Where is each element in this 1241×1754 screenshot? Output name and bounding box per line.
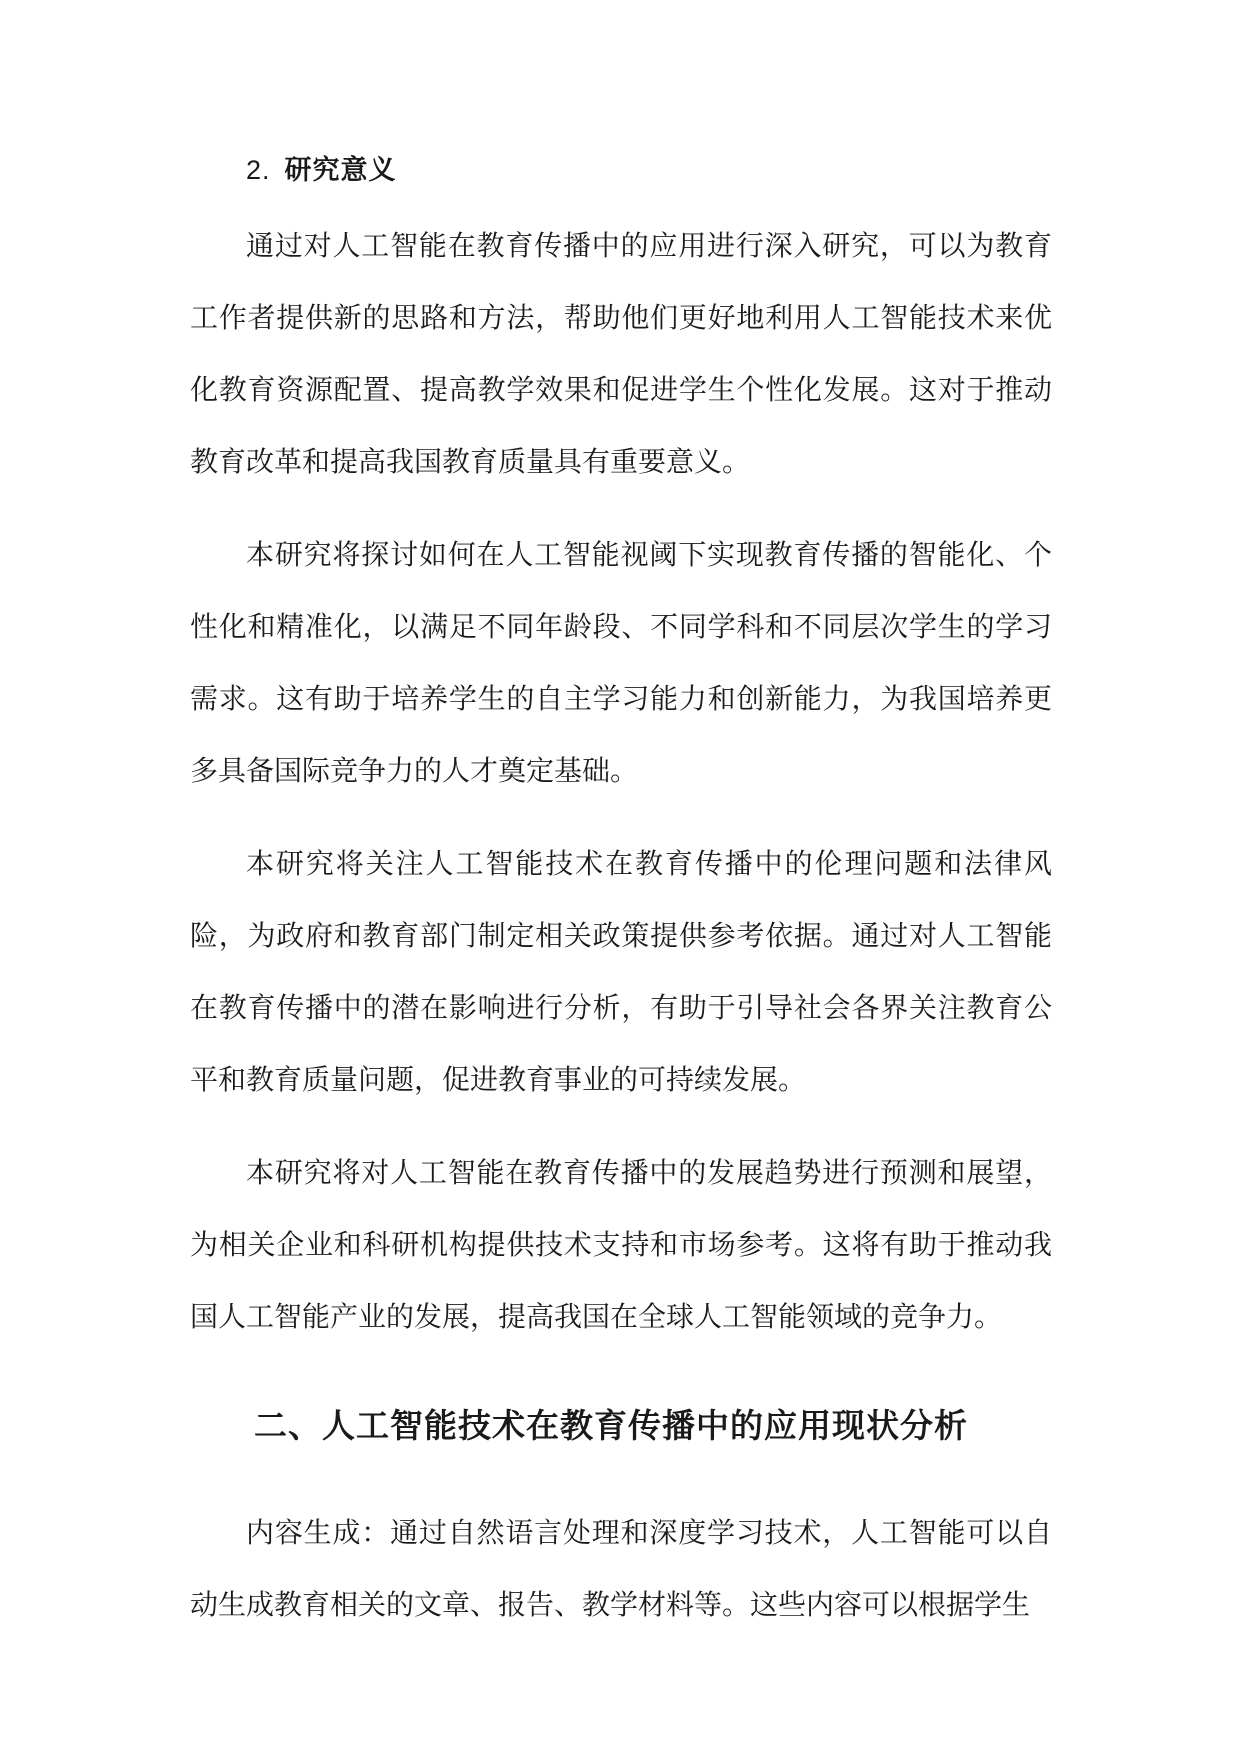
section-heading: 二、人工智能技术在教育传播中的应用现状分析 [254,1406,968,1445]
paragraph-significance-1: 通过对人工智能在教育传播中的应用进行深入研究，可以为教育工作者提供新的思路和方法，帮助他们更好地利用人工智能技术来优化教育资源配置、提高教学效果和促进学生个性化发展。这对于推动教育改革和提高我国教育质量具有重要意义。 [190,229,1052,478]
paragraph-significance-3: 本研究将关注人工智能技术在教育传播中的伦理问题和法律风险，为政府和教育部门制定相关政策提供参考依据。通过对人工智能在教育传播中的潜在影响进行分析，有助于引导社会各界关注教育公平和教育质量问题，促进教育事业的可持续发展。 [190,847,1052,1096]
subsection-title: 研究意义 [284,155,397,186]
paragraph-significance-4: 本研究将对人工智能在教育传播中的发展趋势进行预测和展望，为相关企业和科研机构提供技术支持和市场参考。这将有助于推动我国人工智能产业的发展，提高我国在全球人工智能领域的竞争力。 [190,1156,1052,1333]
paragraph-significance-2: 本研究将探讨如何在人工智能视阈下实现教育传播的智能化、个性化和精准化，以满足不同年龄段、不同学科和不同层次学生的学习需求。这有助于培养学生的自主学习能力和创新能力，为我国培养更多具备国际竞争力的人才奠定基础。 [190,538,1052,787]
subsection-number: 2. [246,155,271,185]
paragraph-content-generation: 内容生成：通过自然语言处理和深度学习技术，人工智能可以自动生成教育相关的文章、报告、教学材料等。这些内容可以根据学生 [190,1516,1052,1621]
subsection-heading [246,148,397,187]
